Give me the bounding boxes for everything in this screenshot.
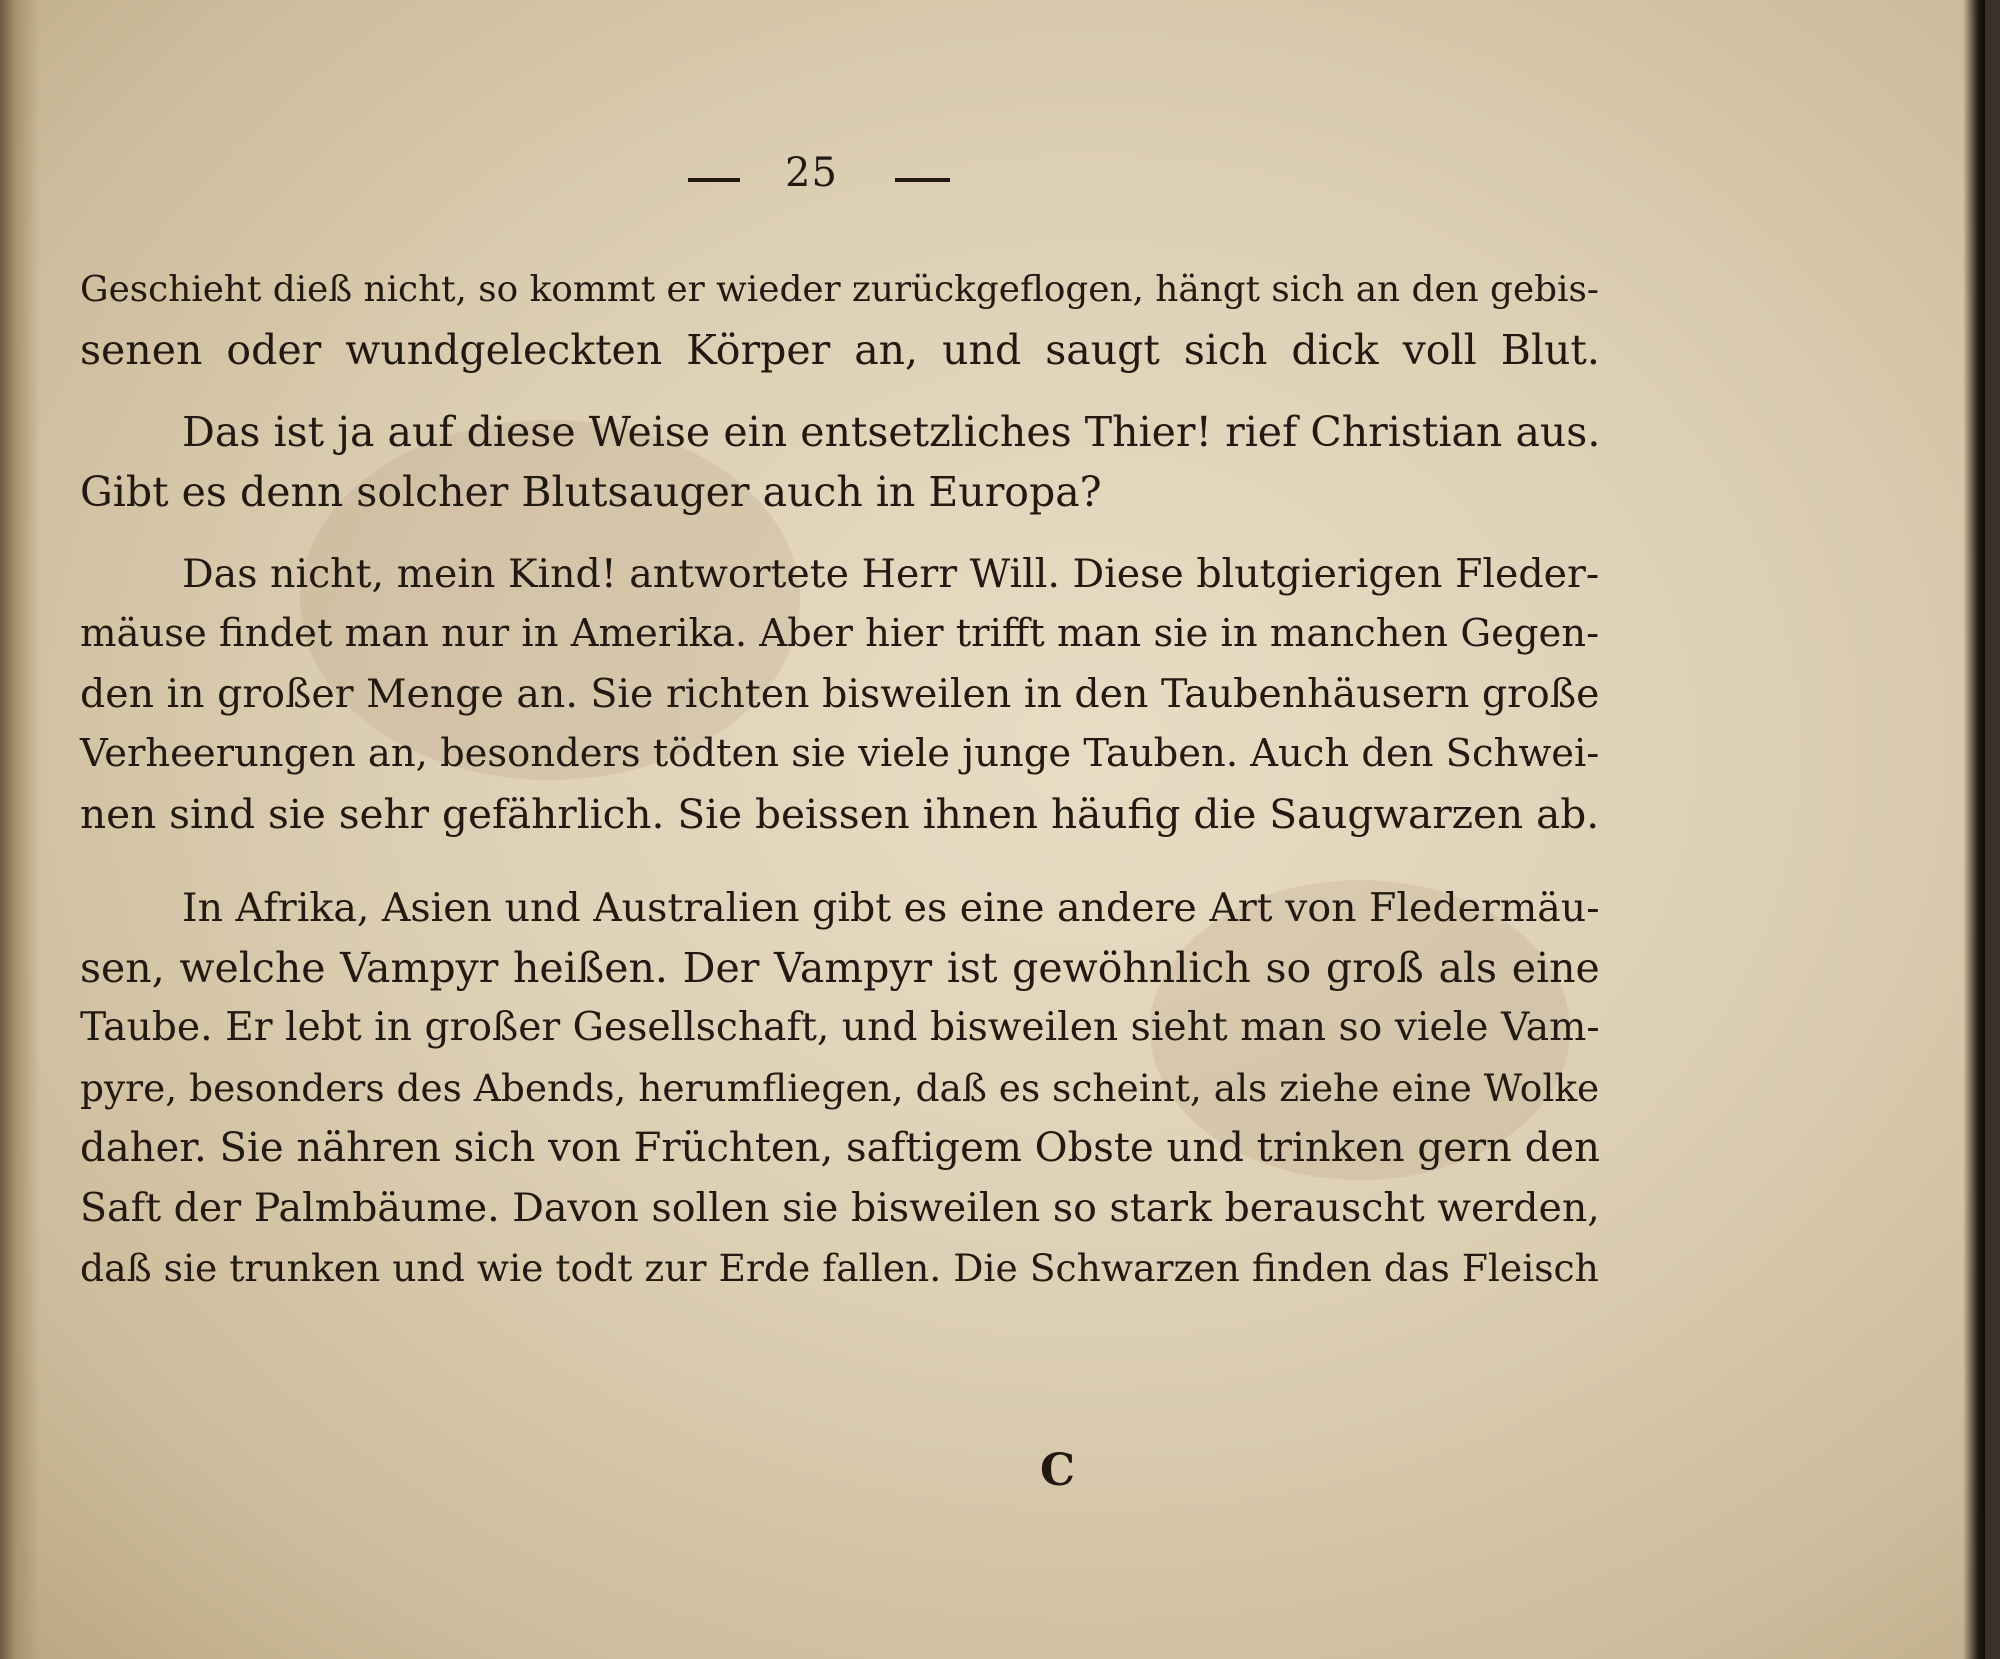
header-dash-left — [688, 178, 740, 182]
text-line: Das ist ja auf diese Weise ein entsetzliches Thier! rief Christian aus. — [182, 408, 1601, 456]
page-right-edge-shadow — [1963, 0, 1985, 1659]
text-line: nen sind sie sehr gefährlich. Sie beissen ihnen häufig die Saugwarzen ab. — [80, 790, 1600, 838]
text-line: In Afrika, Asien und Australien gibt es eine andere Art von Fledermäu- — [182, 885, 1600, 931]
text-line: Taube. Er lebt in großer Gesellschaft, und bisweilen sieht man so viele Vam- — [80, 1005, 1600, 1050]
text-line: mäuse findet man nur in Amerika. Aber hier trifft man sie in manchen Gegen- — [80, 611, 1600, 656]
text-line: senen oder wundgeleckten Körper an, und saugt sich dick voll Blut. — [80, 326, 1600, 374]
page-left-edge-shadow — [0, 0, 40, 1659]
text-line: Geschieht dieß nicht, so kommt er wieder zurückgeflogen, hängt sich an den gebis- — [80, 269, 1599, 310]
text-line: sen, welche Vampyr heißen. Der Vampyr ist gewöhnlich so groß als eine — [80, 944, 1600, 992]
text-line: Gibt es denn solcher Blutsauger auch in Europa? — [80, 468, 1102, 516]
text-line: Das nicht, mein Kind! antwortete Herr Will. Diese blutgierigen Fleder- — [182, 551, 1600, 597]
text-line: Verheerungen an, besonders tödten sie viele junge Tauben. Auch den Schwei- — [80, 731, 1600, 776]
text-line: den in großer Menge an. Sie richten bisweilen in den Taubenhäusern große — [80, 671, 1600, 717]
text-line: daß sie trunken und wie todt zur Erde fallen. Die Schwarzen finden das Fleisch — [80, 1246, 1599, 1290]
page-number: 25 — [785, 150, 838, 196]
text-line: pyre, besonders des Abends, herumfliegen, daß es scheint, als ziehe eine Wolke — [80, 1066, 1600, 1110]
text-line: daher. Sie nähren sich von Früchten, saftigem Obste und trinken gern den — [80, 1125, 1600, 1171]
page-header — [680, 148, 970, 208]
signature-mark: C — [1040, 1445, 1076, 1496]
header-dash-right — [895, 178, 950, 182]
text-line: Saft der Palmbäume. Davon sollen sie bisweilen so stark berauscht werden, — [80, 1185, 1600, 1231]
